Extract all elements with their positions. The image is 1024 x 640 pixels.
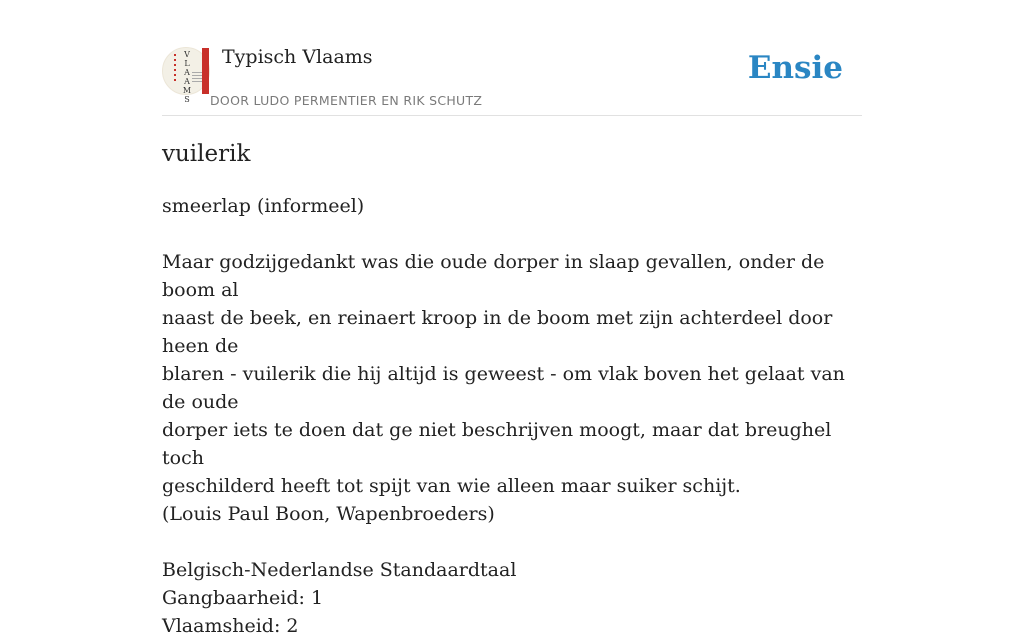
quote-line: naast de beek, en reinaert kroop in de boom met zijn achterdeel door heen de <box>162 307 833 357</box>
entry-quote <box>162 248 862 528</box>
quote-source: (Louis Paul Boon, Wapenbroeders) <box>162 503 495 525</box>
vlaamsheid-label: Vlaamsheid: 2 <box>162 615 299 637</box>
logo-decoration-lines <box>192 72 202 82</box>
header <box>162 42 862 116</box>
ensie-logo-link[interactable]: Ensie <box>747 50 843 86</box>
quote-line: blaren - vuilerik die hij altijd is geweest - om vlak boven het gelaat van de oude <box>162 363 845 413</box>
blog-title[interactable]: Typisch Vlaams <box>222 46 373 68</box>
entry-word: vuilerik <box>162 141 251 167</box>
quote-line: geschilderd heeft tot spijt van wie alleen maar suiker schijt. <box>162 475 741 497</box>
quote-line: Maar godzijgedankt was die oude dorper in slaap gevallen, onder de boom al <box>162 251 825 301</box>
blog-logo[interactable] <box>162 47 210 104</box>
language-label: Belgisch-Nederlandse Standaardtaal <box>162 559 517 581</box>
entry-content <box>162 138 862 640</box>
entry-classification <box>162 556 862 640</box>
entry-definition: smeerlap (informeel) <box>162 195 365 217</box>
quote-line: dorper iets te doen dat ge niet beschrijven moogt, maar dat breughel toch <box>162 419 832 469</box>
blog-authors: DOOR LUDO PERMENTIER EN RIK SCHUTZ <box>210 93 483 108</box>
logo-red-stripe <box>202 48 209 94</box>
logo-lettering: V L A A M S <box>182 50 192 104</box>
gangbaarheid-label: Gangbaarheid: 1 <box>162 587 324 609</box>
logo-decoration <box>174 54 176 84</box>
